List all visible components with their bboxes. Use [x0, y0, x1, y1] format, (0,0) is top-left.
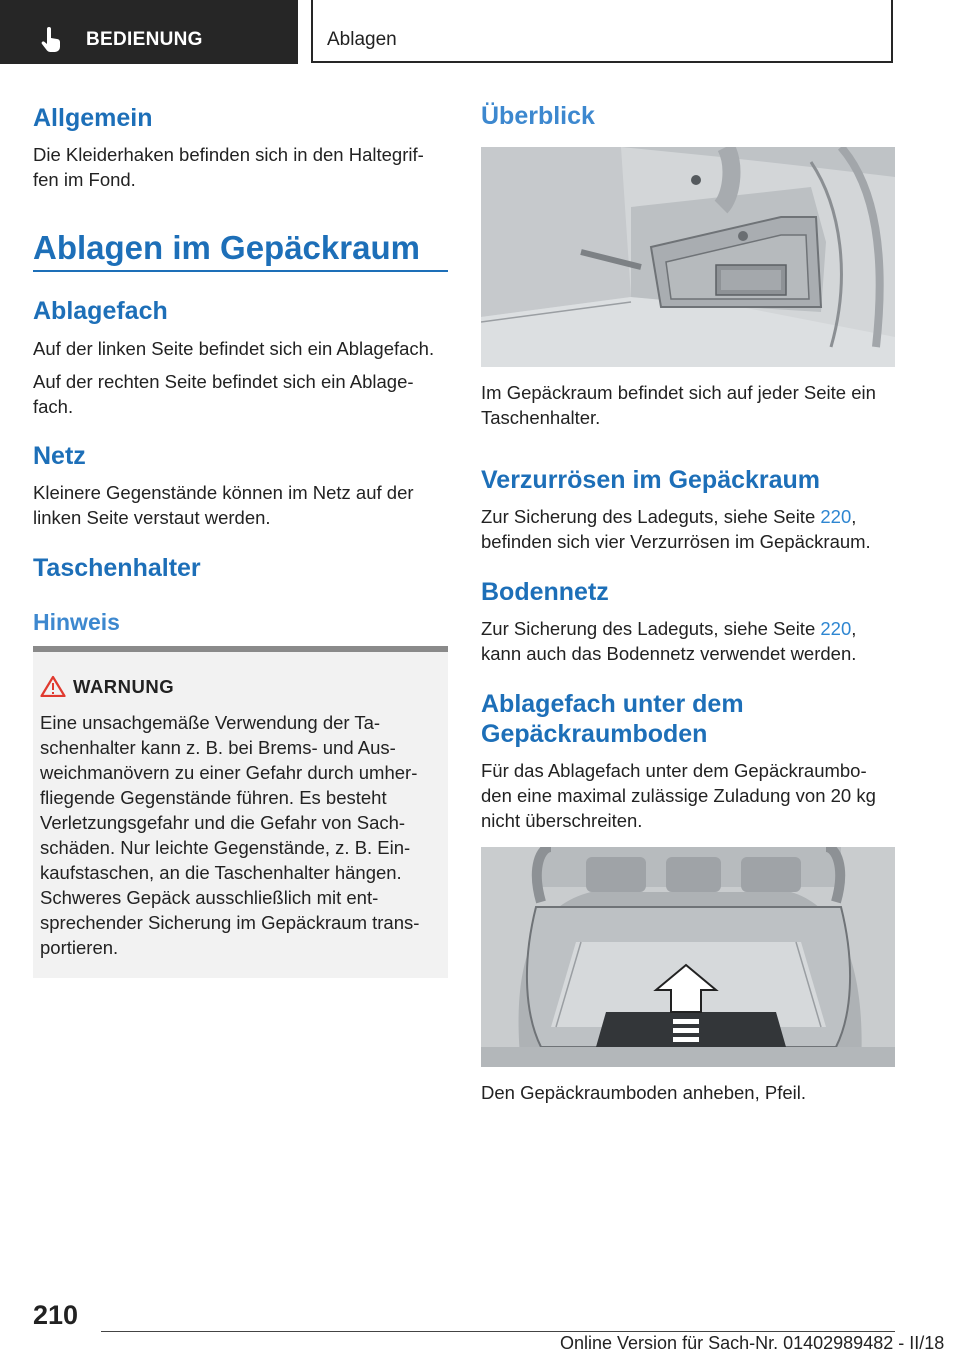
ablagefach-unter-text-1: Für das Ablagefach unter dem Gepäckraumbo- [481, 760, 867, 781]
bodennetz-heading: Bodennetz [481, 578, 609, 606]
heading-rule [33, 270, 448, 272]
chapter-tab[interactable] [0, 0, 298, 64]
page-link-220[interactable]: 220 [820, 506, 852, 527]
ablagefach-unter-text-3: nicht überschreiten. [481, 810, 643, 831]
section-header [311, 0, 893, 63]
footer-rule [101, 1331, 895, 1332]
main-heading: Ablagen im Gepäckraum [33, 229, 420, 266]
verzurroesen-text-1 [481, 504, 856, 529]
netz-text-2: linken Seite verstaut werden. [33, 507, 271, 528]
section-label: Ablagen [327, 29, 397, 50]
ablagefach-unter-text-2: den eine maximal zulässige Zuladung von 20 kg [481, 785, 876, 806]
warning-title: WARNUNG [73, 676, 175, 697]
figure-trunk-floor-arrow [481, 847, 895, 1067]
ablagefach-text-2b: fach. [33, 396, 74, 417]
fig2-caption: Den Gepäckraumboden anheben, Pfeil. [481, 1082, 806, 1103]
ablagefach-text-1: Auf der linken Seite befindet sich ein Ablagefach. [33, 338, 435, 359]
hand-pointer-icon [40, 27, 64, 53]
warning-line: Schweres Gepäck ausschließlich mit ent- [40, 887, 379, 908]
warning-line: schäden. Nur leichte Gegenstände, z. B. Ein- [40, 837, 411, 858]
hinweis-heading: Hinweis [33, 609, 120, 635]
verzurroesen-text-2: befinden sich vier Verzurrösen im Gepäckraum. [481, 531, 871, 552]
warning-line: portieren. [40, 937, 119, 958]
ueberblick-heading: Überblick [481, 102, 595, 130]
chapter-label: BEDIENUNG [86, 29, 203, 50]
bodennetz-text-1b: , [851, 618, 857, 639]
page-link-220[interactable]: 220 [820, 618, 852, 639]
ablagefach-text-2a: Auf der rechten Seite befindet sich ein Ablage- [33, 371, 414, 392]
allgemein-text-line-2: fen im Fond. [33, 169, 136, 190]
allgemein-text-line-1: Die Kleiderhaken befinden sich in den Haltegrif- [33, 144, 424, 165]
warning-line: schenhalter kann z. B. bei Brems- und Aus- [40, 737, 396, 758]
verzurroesen-text-1b: , [851, 506, 857, 527]
netz-heading: Netz [33, 442, 86, 470]
warning-text [40, 710, 440, 960]
taschenhalter-heading: Taschenhalter [33, 554, 201, 582]
bodennetz-text-2: kann auch das Bodennetz verwendet werden. [481, 643, 857, 664]
warning-line: Verletzungsgefahr und die Gefahr von Sach- [40, 812, 406, 833]
warning-line: fliegende Gegenstände führen. Es besteht [40, 787, 387, 808]
ablagefach-unter-heading-2: Gepäckraumboden [481, 720, 708, 748]
verzurroesen-text-1a: Zur Sicherung des Ladeguts, siehe Seite [481, 506, 821, 527]
ablagefach-unter-heading-1: Ablagefach unter dem [481, 690, 744, 718]
warning-line: sprechender Sicherung im Gepäckraum trans- [40, 912, 420, 933]
figure-trunk-side-compartment [481, 147, 895, 367]
ablagefach-heading: Ablagefach [33, 297, 168, 325]
netz-text-1: Kleinere Gegenstände können im Netz auf der [33, 482, 414, 503]
bodennetz-text-1 [481, 616, 856, 641]
warning-line: weichmanövern zu einer Gefahr durch umher- [40, 762, 418, 783]
bodennetz-text-1a: Zur Sicherung des Ladeguts, siehe Seite [481, 618, 821, 639]
fig1-caption-2: Taschenhalter. [481, 407, 601, 428]
warning-line: Eine unsachgemäße Verwendung der Ta- [40, 712, 381, 733]
fig1-caption-1: Im Gepäckraum befindet sich auf jeder Seite ein [481, 382, 876, 403]
warning-line: kaufstaschen, an die Taschenhalter hängen. [40, 862, 402, 883]
warning-triangle-icon [40, 675, 66, 697]
page-number: 210 [33, 1300, 79, 1330]
allgemein-heading: Allgemein [33, 104, 153, 132]
footer-text: Online Version für Sach-Nr. 01402989482 - II/18 [560, 1333, 945, 1353]
verzurroesen-heading: Verzurrösen im Gepäckraum [481, 466, 821, 494]
